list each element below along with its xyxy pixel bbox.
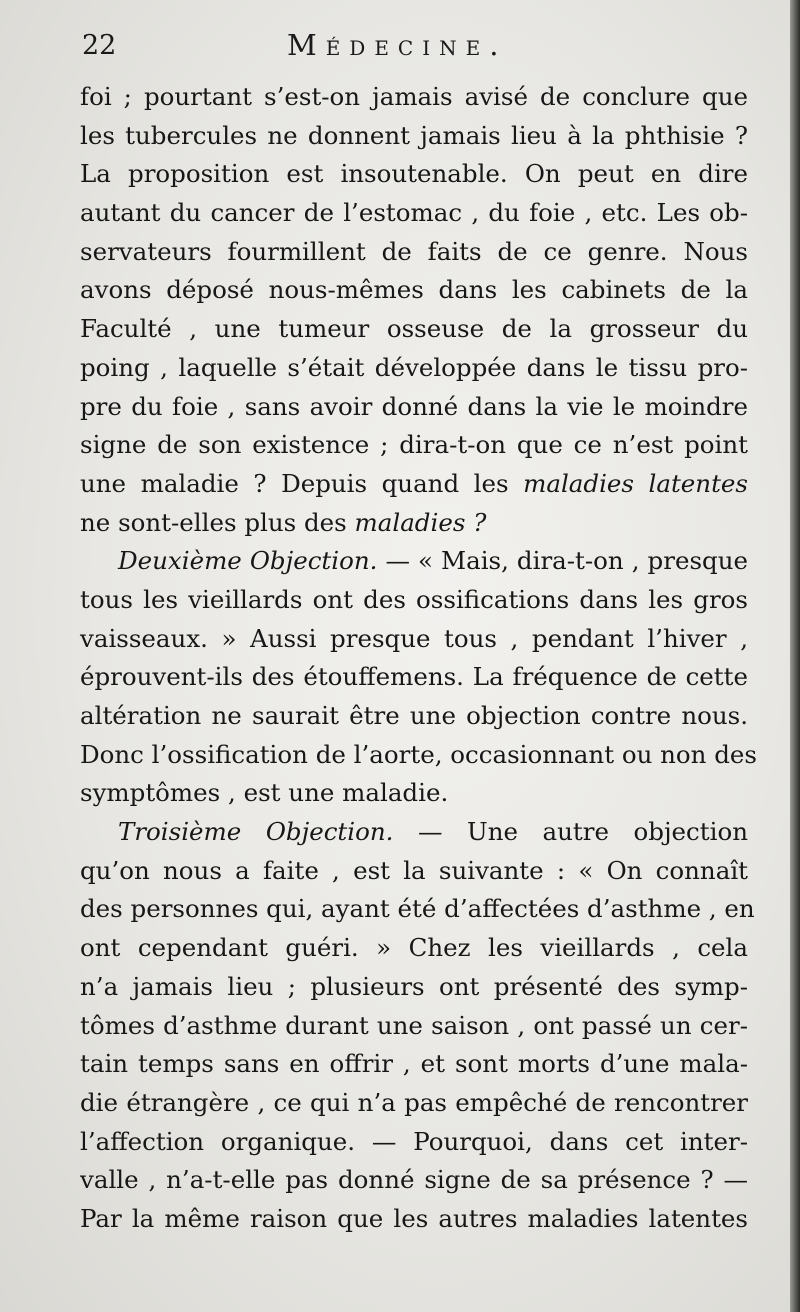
text-line: foi ; pourtant s’est-on jamais avisé de conclure que (80, 82, 748, 111)
text-line: servateurs fourmillent de faits de ce genre. Nous (80, 236, 748, 266)
italic-phrase: maladies latentes (523, 468, 748, 498)
objection-title: Deuxième Objection. (118, 546, 378, 576)
text-line: n’a jamais lieu ; plusieurs ont présenté des symp- (80, 971, 748, 1001)
text-line: autant du cancer de l’estomac , du foie , etc. Les ob- (80, 198, 748, 228)
text-line: qu’on nous a faite , est la suivante : « On connaît (80, 855, 748, 885)
page-edge-shadow (790, 0, 800, 1312)
text-line: die étrangère , ce qui n’a pas empêché de rencontrer (80, 1087, 748, 1117)
objection-heading-line (80, 542, 748, 581)
text-line: des personnes qui, ayant été d’affectées d’asthme , en (80, 894, 755, 924)
text-line: Donc l’ossification de l’aorte, occasionnant ou non des (80, 739, 757, 769)
text-line: tômes d’asthme durant une saison , ont passé un cer- (80, 1010, 748, 1040)
running-title: Médecine. (287, 28, 508, 62)
objection-heading-line (80, 813, 748, 852)
text-line: Par la même raison que les autres maladies latentes (80, 1203, 748, 1233)
text-line (80, 465, 748, 504)
text-line: pre du foie , sans avoir donné dans la vie le moindre (80, 391, 748, 421)
text-line: vaisseaux. » Aussi presque tous , pendant l’hiver , (80, 623, 748, 653)
text-line: symptômes , est une maladie. (80, 778, 449, 808)
text-line: avons déposé nous-mêmes dans les cabinets de la (80, 275, 748, 305)
text-line: ont cependant guéri. » Chez les vieillards , cela (80, 933, 748, 963)
text-line: Faculté , une tumeur osseuse de la grosseur du (80, 314, 748, 344)
body-text (80, 78, 757, 1239)
italic-phrase: maladies ? (354, 507, 487, 537)
text-segment: une maladie ? Depuis quand les (80, 468, 524, 498)
text-line: signe de son existence ; dira-t-on que ce n’est point (80, 430, 748, 460)
text-line: l’affection organique. — Pourquoi, dans cet inter- (80, 1126, 748, 1156)
text-line: éprouvent-ils des étouffemens. La fréquence de cette (80, 662, 748, 692)
text-line: tous les vieillards ont des ossifications dans les gros (80, 584, 748, 614)
text-line: poing , laquelle s’était développée dans le tissu pro- (80, 352, 748, 382)
text-line: altération ne saurait être une objection contre nous. (80, 701, 748, 730)
text-segment: — Une autre objection (393, 817, 748, 847)
page-number: 22 (82, 30, 117, 61)
text-line (80, 504, 748, 543)
text-line: tain temps sans en offrir , et sont morts d’une mala- (80, 1049, 748, 1079)
page-header (82, 26, 782, 66)
text-line: valle , n’a-t-elle pas donné signe de sa présence ? — (80, 1165, 748, 1195)
text-segment: ne sont-elles plus des (80, 507, 355, 537)
text-line: les tubercules ne donnent jamais lieu à la phthisie ? (80, 120, 748, 150)
text-segment: — « Mais, dira-t-on , presque (377, 546, 748, 576)
objection-title: Troisième Objection. (118, 817, 394, 847)
text-line: La proposition est insoutenable. On peut en dire (80, 159, 748, 189)
